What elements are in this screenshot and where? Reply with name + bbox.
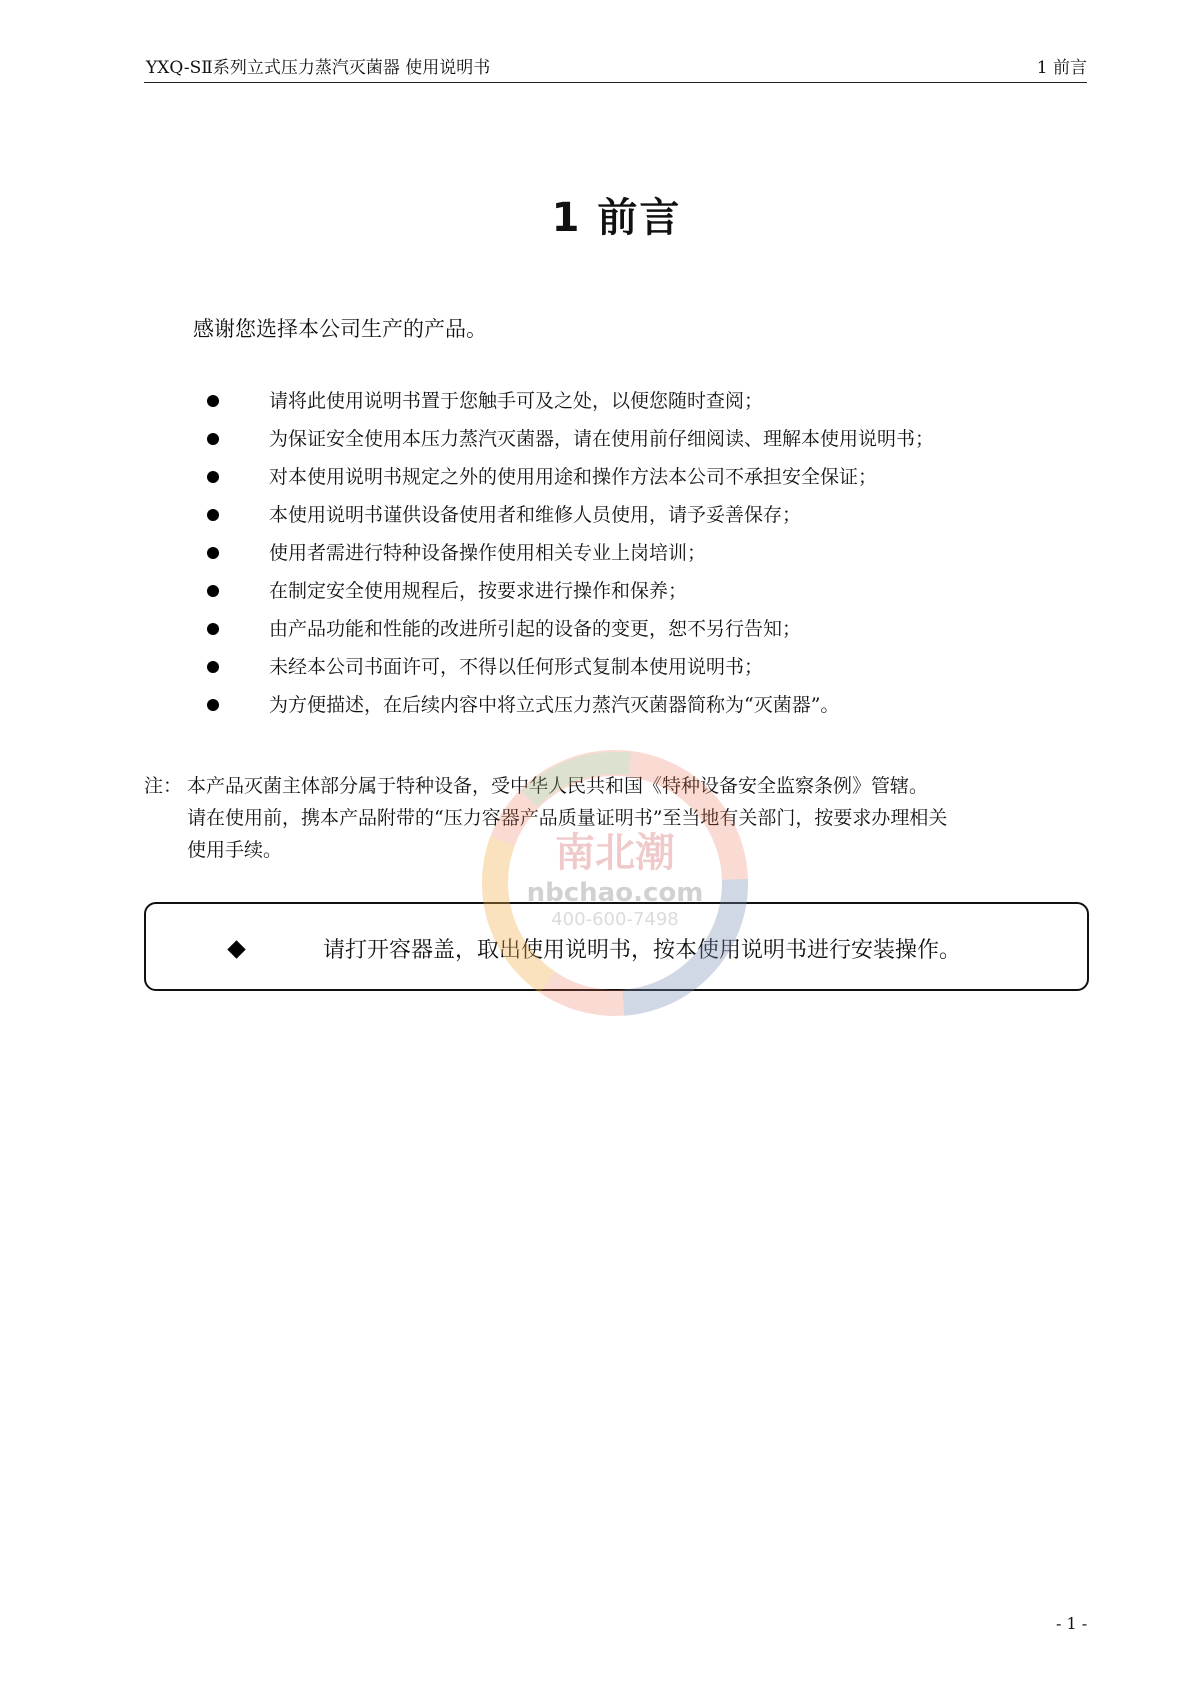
intro-paragraph: 感谢您选择本公司生产的产品。 (193, 317, 487, 341)
watermark-site: nbchao.com (526, 878, 704, 908)
notice-list (0, 388, 1200, 730)
bullet-dot-icon (207, 699, 219, 711)
header-document-title: YXQ-SⅡ系列立式压力蒸汽灭菌器 使用说明书 (146, 58, 491, 78)
list-item: 未经本公司书面许可，不得以任何形式复制本使用说明书； (0, 654, 1200, 692)
bullet-dot-icon (207, 661, 219, 673)
watermark-phone: 400-600-7498 (551, 909, 679, 930)
bullet-dot-icon (207, 509, 219, 521)
bullet-dot-icon (207, 623, 219, 635)
bullet-dot-icon (207, 585, 219, 597)
diamond-bullet-icon (227, 940, 245, 958)
list-item: 为保证安全使用本压力蒸汽灭菌器，请在使用前仔细阅读、理解本使用说明书； (0, 426, 1200, 464)
list-item: 使用者需进行特种设备操作使用相关专业上岗培训； (0, 540, 1200, 578)
list-item: 对本使用说明书规定之外的使用用途和操作方法本公司不承担安全保证； (0, 464, 1200, 502)
bullet-dot-icon (207, 433, 219, 445)
section-title: 1 前言 (551, 195, 682, 241)
bullet-dot-icon (207, 547, 219, 559)
page-number: - 1 - (1056, 1614, 1088, 1633)
watermark-brand: 南北潮 (555, 830, 675, 876)
watermark-logo (420, 718, 810, 1058)
note-label: 注： (144, 775, 183, 797)
list-item: 在制定安全使用规程后，按要求进行操作和保养； (0, 578, 1200, 616)
list-item: 请将此使用说明书置于您触手可及之处，以便您随时查阅； (0, 388, 1200, 426)
list-item: 本使用说明书谨供设备使用者和维修人员使用，请予妥善保存； (0, 502, 1200, 540)
bullet-dot-icon (207, 395, 219, 407)
bullet-dot-icon (207, 471, 219, 483)
note-line: 本产品灭菌主体部分属于特种设备，受中华人民共和国《特种设备安全监察条例》管辖。 (187, 775, 929, 797)
note-line: 请在使用前，携本产品附带的“压力容器产品质量证明书”至当地有关部门，按要求办理相关 (187, 807, 948, 829)
list-item: 由产品功能和性能的改进所引起的设备的变更，恕不另行告知； (0, 616, 1200, 654)
note-line: 使用手续。 (187, 839, 283, 861)
callout-text: 请打开容器盖，取出使用说明书，按本使用说明书进行安装操作。 (323, 938, 962, 963)
header-section-label: 1 前言 (1036, 58, 1087, 78)
page-header (144, 56, 1087, 83)
list-item: 为方便描述，在后续内容中将立式压力蒸汽灭菌器简称为“灭菌器”。 (0, 692, 1200, 730)
